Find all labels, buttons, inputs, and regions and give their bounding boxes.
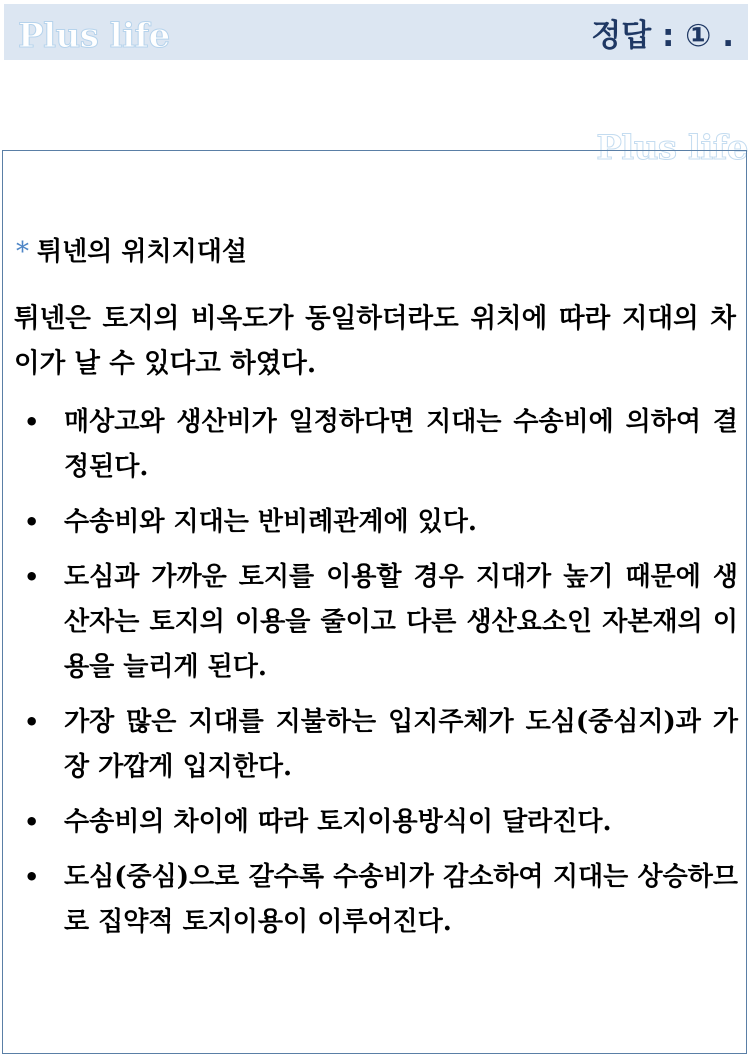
bullet-item: • 도심과 가까운 토지를 이용할 경우 지대가 높기 때문에 생산자는 토지의 이용을 줄이고 다른 생산요소인 자본재의 이용을 늘리게 된다. [20,555,738,690]
bullet-item: • 수송비와 지대는 반비례관계에 있다. [20,500,738,545]
bullet-item: • 도심(중심)으로 갈수록 수송비가 감소하여 지대는 상승하므로 집약적 토지이용이 이루어진다. [20,855,738,945]
bullet-item: • 가장 많은 지대를 지불하는 입지주체가 도심(중심지)과 가장 가깝게 입지한다. [20,700,738,790]
bullet-item: • 수송비의 차이에 따라 토지이용방식이 달라진다. [20,800,738,845]
heading-text: 튀넨의 위치지대설 [37,237,247,267]
bullet-item: • 매상고와 생산비가 일정하다면 지대는 수송비에 의하여 결정된다. [20,400,738,490]
plus-life-watermark: Plus life [596,128,748,168]
header-bar [4,4,748,60]
intro-paragraph: 튀넨은 토지의 비옥도가 동일하더라도 위치에 따라 지대의 차이가 날 수 있다고 하였다. [14,303,736,379]
bullet-list [20,400,738,955]
section-heading [16,230,247,274]
asterisk-icon: * [16,237,29,267]
plus-life-logo: Plus life [18,16,170,56]
answer-label: 정답 : ① . [591,18,734,54]
